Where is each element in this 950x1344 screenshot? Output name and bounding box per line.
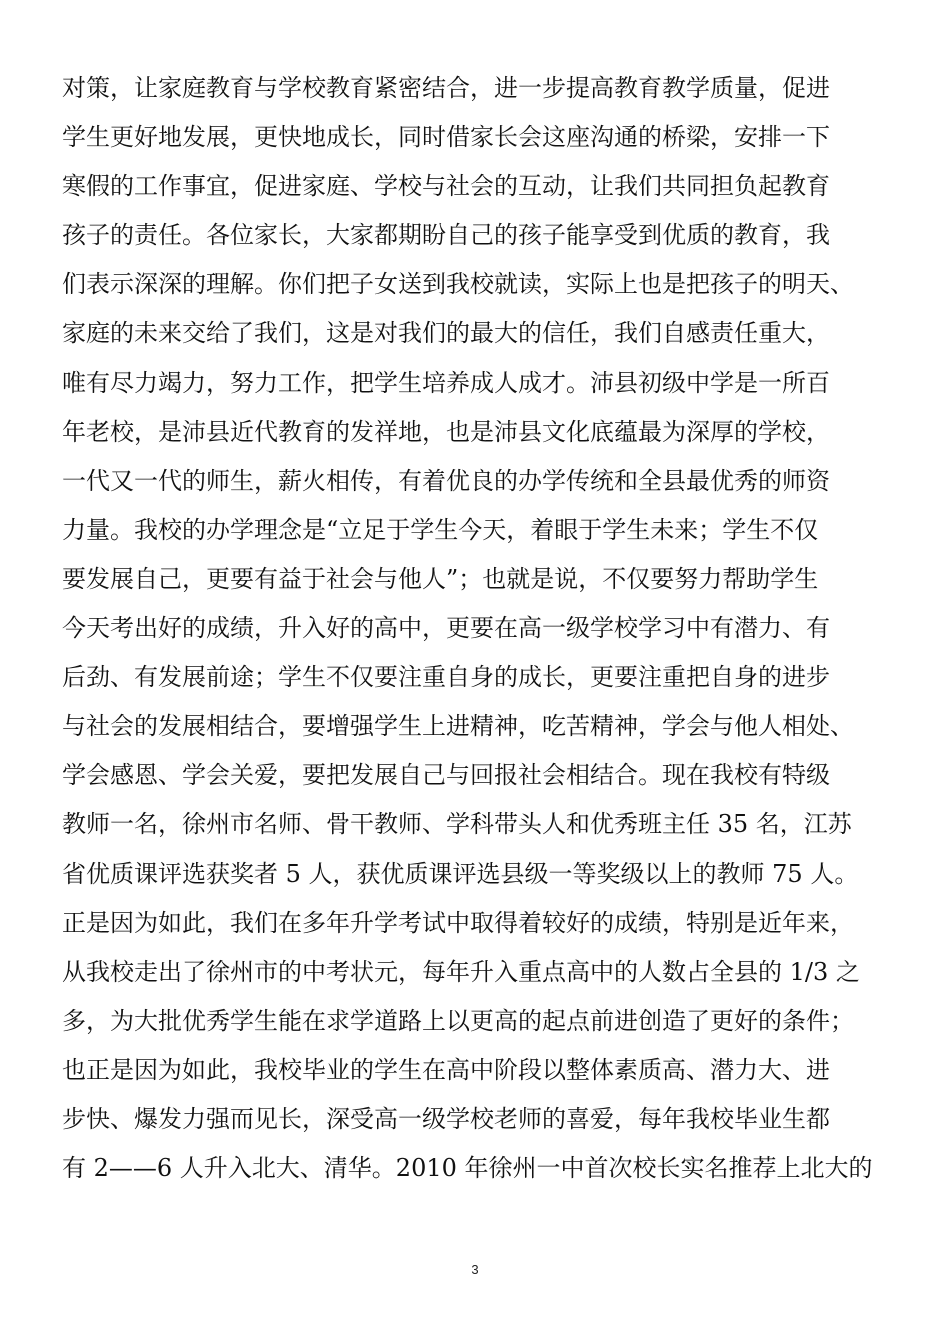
page-number: 3: [471, 1262, 479, 1277]
text-line: 一代又一代的师生，薪火相传，有着优良的办学传统和全县最优秀的师资: [62, 466, 830, 495]
text-line: 步快、爆发力强而见长，深受高一级学校老师的喜爱，每年我校毕业生都: [62, 1104, 830, 1133]
text-line: 省优质课评选获奖者 5 人，获优质课评选县级一等奖级以上的教师 75 人。: [62, 859, 859, 888]
text-line: 正是因为如此，我们在多年升学考试中取得着较好的成绩，特别是近年来，: [62, 908, 854, 937]
text-line: 对策，让家庭教育与学校教育紧密结合，进一步提高教育教学质量，促进: [62, 74, 830, 102]
text-line: 与社会的发展相结合，要增强学生上进精神，吃苦精神，学会与他人相处、: [62, 712, 854, 741]
text-line: 力量。我校的办学理念是“立足于学生今天，着眼于学生未来；学生不仅: [62, 515, 819, 544]
text-line: 孩子的责任。各位家长，大家都期盼自己的孩子能享受到优质的教育，我: [62, 221, 830, 250]
text-line: 多，为大批优秀学生能在求学道路上以更高的起点前进创造了更好的条件；: [62, 1006, 854, 1035]
text-line: 从我校走出了徐州市的中考状元，每年升入重点高中的人数占全县的 1/3 之: [62, 957, 860, 986]
text-line: 唯有尽力竭力，努力工作，把学生培养成人成才。沛县初级中学是一所百: [62, 368, 830, 397]
text-line: 学生更好地发展，更快地成长，同时借家长会这座沟通的桥梁，安排一下: [62, 123, 830, 152]
text-line: 后劲、有发展前途；学生不仅要注重自身的成长，更要注重把自身的进步: [62, 663, 830, 692]
text-line: 要发展自己，更要有益于社会与他人”；也就是说，不仅要努力帮助学生: [62, 564, 819, 593]
text-line: 寒假的工作事宜，促进家庭、学校与社会的互动，让我们共同担负起教育: [62, 172, 830, 201]
text-line: 有 2——6 人升入北大、清华。2010 年徐州一中首次校长实名推荐上北大的: [62, 1154, 873, 1183]
text-line: 教师一名，徐州市名师、骨干教师、学科带头人和优秀班主任 35 名，江苏: [62, 810, 852, 839]
body-paragraph: [62, 64, 912, 1193]
text-line: 今天考出好的成绩，升入好的高中，更要在高一级学校学习中有潜力、有: [62, 614, 830, 643]
text-line: 也正是因为如此，我校毕业的学生在高中阶段以整体素质高、潜力大、进: [62, 1055, 830, 1084]
text-line: 年老校，是沛县近代教育的发祥地，也是沛县文化底蕴最为深厚的学校，: [62, 417, 830, 446]
text-line: 家庭的未来交给了我们，这是对我们的最大的信任，我们自感责任重大，: [62, 319, 830, 348]
text-line: 学会感恩、学会关爱，要把发展自己与回报社会相结合。现在我校有特级: [62, 761, 830, 790]
text-line: 们表示深深的理解。你们把子女送到我校就读，实际上也是把孩子的明天、: [62, 270, 854, 299]
